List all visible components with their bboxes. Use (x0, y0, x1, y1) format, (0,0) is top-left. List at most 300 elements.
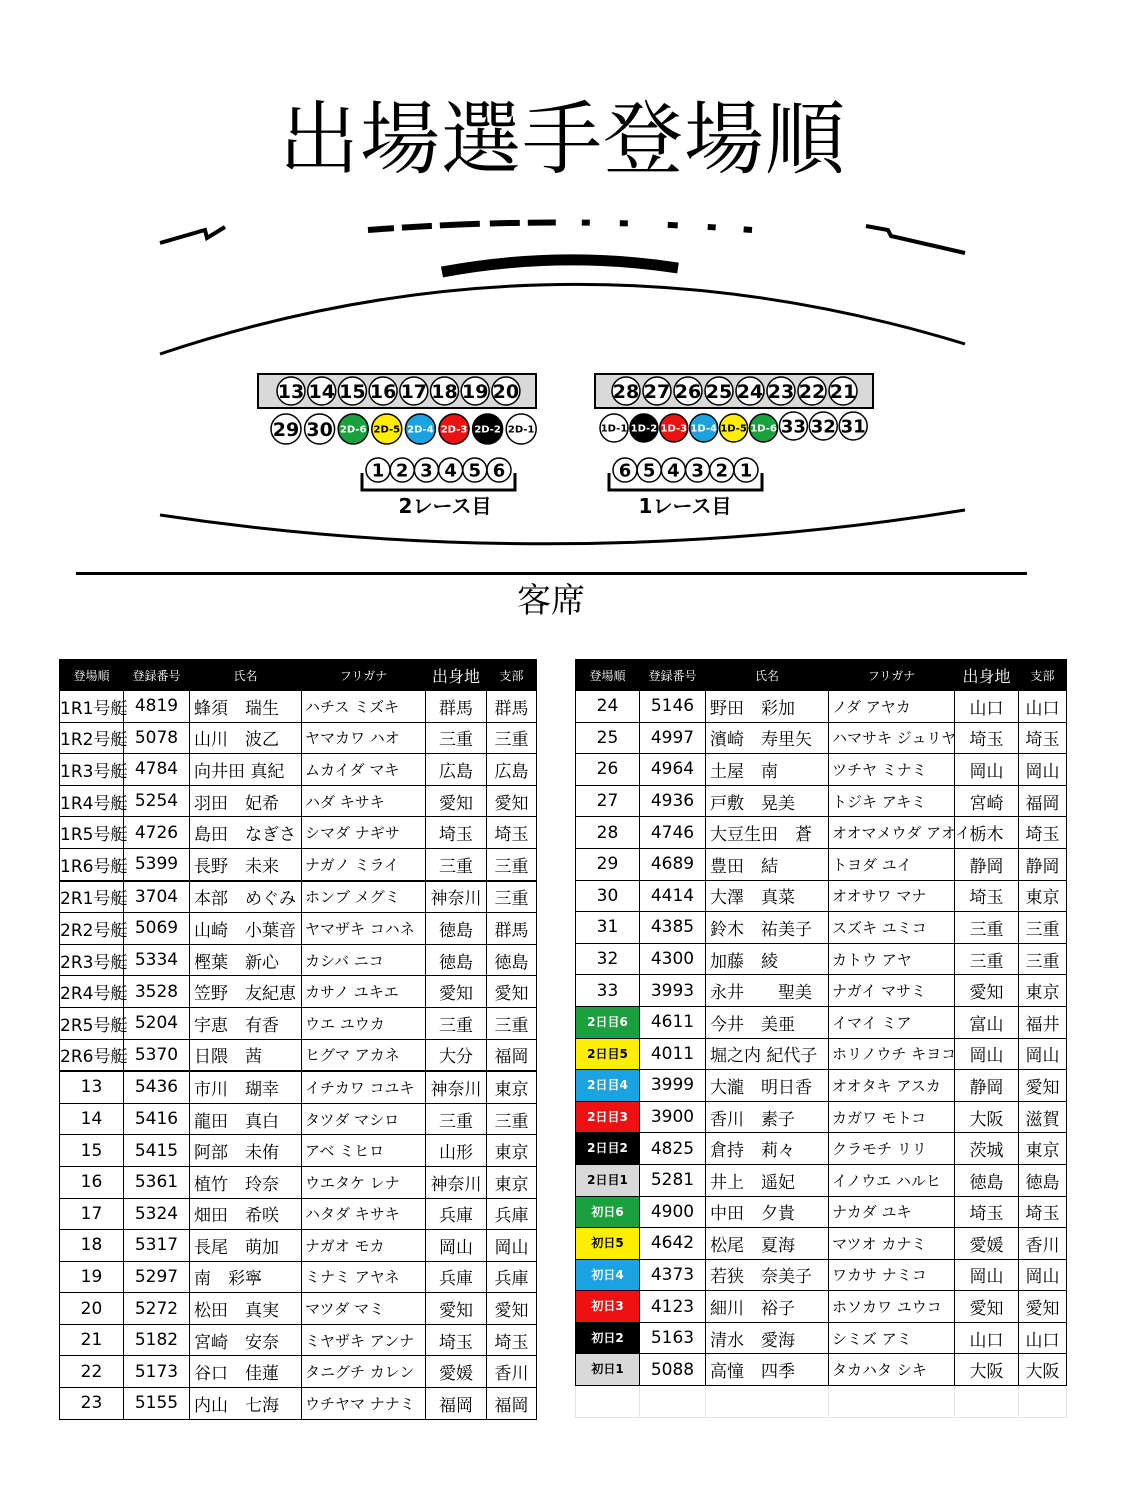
reg-no-cell: 5146 (640, 691, 706, 723)
kana-cell: オオマメウダ アオイ (829, 817, 955, 849)
reg-no-cell: 5324 (124, 1198, 190, 1230)
reg-no-cell: 3704 (124, 881, 190, 913)
pier-boat-22 (798, 377, 826, 405)
stage-edge-right (866, 226, 965, 253)
pref-cell: 埼玉 (955, 722, 1019, 754)
name-cell: 宇恵 有香 (190, 1007, 302, 1039)
boat-33-label: 33 (780, 416, 806, 438)
branch-cell: 岡山 (1019, 754, 1067, 786)
boat-1D-4-label: 1D-4 (690, 423, 717, 435)
reg-no-cell: 5361 (124, 1166, 190, 1198)
pier-boat-26 (674, 377, 702, 405)
order-cell: 13 (60, 1071, 124, 1103)
name-cell: 鈴木 祐美子 (706, 912, 829, 944)
race2-boat-4 (439, 458, 463, 482)
header-order: 登場順 (60, 660, 124, 691)
day-badge: 初日3 (576, 1291, 639, 1322)
pref-cell: 岡山 (955, 754, 1019, 786)
boat-2D-6 (338, 414, 368, 444)
name-cell: 松田 真実 (190, 1293, 302, 1325)
pref-cell: 三重 (955, 943, 1019, 975)
roster-table-right (575, 659, 1067, 1418)
kana-cell: ウチヤマ ナナミ (302, 1388, 426, 1420)
reg-no-cell: 5317 (124, 1230, 190, 1262)
table-row (576, 1386, 1067, 1418)
pref-cell: 三重 (426, 848, 487, 880)
name-cell: 中田 夕貴 (706, 1196, 829, 1228)
pref-cell: 徳島 (955, 1164, 1019, 1196)
pref-cell: 富山 (955, 1006, 1019, 1038)
pref-cell: 埼玉 (955, 880, 1019, 912)
branch-cell: 福岡 (487, 1388, 537, 1420)
reg-no-cell: 5370 (124, 1039, 190, 1071)
reg-no-cell: 3900 (640, 1101, 706, 1133)
name-cell: 阿部 未侑 (190, 1135, 302, 1167)
branch-cell: 三重 (487, 722, 537, 754)
name-cell: 大瀧 明日香 (706, 1070, 829, 1102)
kana-cell: オオサワ マナ (829, 880, 955, 912)
order-cell (576, 1291, 640, 1323)
name-cell: 羽田 妃希 (190, 785, 302, 817)
branch-cell: 埼玉 (1019, 1196, 1067, 1228)
order-cell: 24 (576, 691, 640, 723)
kana-cell: クラモチ リリ (829, 1133, 955, 1165)
table-row (60, 1356, 537, 1388)
pref-cell: 山口 (955, 1322, 1019, 1354)
name-cell: 山川 波乙 (190, 722, 302, 754)
boat-2D-2 (473, 414, 503, 444)
name-cell: 戸敷 晃美 (706, 785, 829, 817)
kana-cell: マツオ カナミ (829, 1228, 955, 1260)
table-row (60, 1039, 537, 1071)
name-cell: 清水 愛海 (706, 1322, 829, 1354)
table-row (60, 754, 537, 786)
name-cell: 細川 裕子 (706, 1291, 829, 1323)
reg-no-cell: 5436 (124, 1071, 190, 1103)
kana-cell: カシバ ニコ (302, 944, 426, 976)
branch-cell: 徳島 (487, 944, 537, 976)
branch-cell: 東京 (1019, 880, 1067, 912)
order-cell: 2R5号艇 (60, 1007, 124, 1039)
stage-arc (160, 284, 965, 354)
pier-boat-24-label: 24 (736, 380, 764, 403)
kana-cell: シミズ アミ (829, 1322, 955, 1354)
table-row (60, 722, 537, 754)
seat-label: 客席 (517, 581, 585, 621)
table-row (576, 880, 1067, 912)
pier-boat-19-label: 19 (461, 380, 489, 403)
day-badge: 2日目2 (576, 1133, 639, 1164)
branch-cell: 埼玉 (1019, 817, 1067, 849)
pref-cell: 愛知 (426, 1293, 487, 1325)
order-cell (576, 1101, 640, 1133)
boat-31 (839, 412, 867, 440)
day-badge: 2日目6 (576, 1007, 639, 1038)
reg-no-cell: 3993 (640, 975, 706, 1007)
race2-boat-1 (366, 458, 390, 482)
header-branch: 支部 (1019, 660, 1067, 691)
reg-no-cell: 5173 (124, 1356, 190, 1388)
branch-cell: 滋賀 (1019, 1101, 1067, 1133)
reg-no-cell: 5182 (124, 1324, 190, 1356)
reg-no-cell: 4726 (124, 817, 190, 849)
pref-cell (955, 1386, 1019, 1418)
stage-edge-left (160, 227, 225, 243)
boat-2D-3 (439, 414, 469, 444)
branch-cell: 徳島 (1019, 1164, 1067, 1196)
boat-2D-1-label: 2D-1 (507, 424, 535, 436)
branch-cell: 香川 (487, 1356, 537, 1388)
table-row (60, 1135, 537, 1167)
kana-cell: ヒグマ アカネ (302, 1039, 426, 1071)
table-row (576, 1354, 1067, 1386)
race1-boat-3 (686, 458, 710, 482)
table-row (60, 817, 537, 849)
kana-cell: ムカイダ マキ (302, 754, 426, 786)
reg-no-cell: 4936 (640, 785, 706, 817)
stage-center-bar (442, 260, 678, 272)
table-row (60, 1324, 537, 1356)
order-cell: 33 (576, 975, 640, 1007)
order-cell: 18 (60, 1230, 124, 1262)
reg-no-cell: 4784 (124, 754, 190, 786)
reg-no-cell: 3999 (640, 1070, 706, 1102)
pref-cell: 徳島 (426, 944, 487, 976)
boat-1D-5-label: 1D-5 (720, 423, 747, 435)
header-pref: 出身地 (426, 660, 487, 691)
header-name: 氏名 (190, 660, 302, 691)
pref-cell: 静岡 (955, 848, 1019, 880)
name-cell: 倉持 莉々 (706, 1133, 829, 1165)
race1-boats (613, 458, 758, 482)
pier-boat-28 (612, 377, 640, 405)
race1-boat-6-label: 6 (618, 460, 632, 482)
day-badge: 2日目3 (576, 1102, 639, 1133)
race1-boat-1-label: 1 (739, 460, 753, 482)
order-cell: 16 (60, 1166, 124, 1198)
table-row (60, 1198, 537, 1230)
table-row (576, 1038, 1067, 1070)
pref-cell: 愛知 (426, 785, 487, 817)
table-row (576, 722, 1067, 754)
name-cell: 笠野 友紀恵 (190, 976, 302, 1008)
boat-1D-6-label: 1D-6 (750, 423, 777, 435)
order-cell: 1R2号艇 (60, 722, 124, 754)
race2-boat-2 (390, 458, 414, 482)
name-cell: 島田 なぎさ (190, 817, 302, 849)
name-cell: 豊田 結 (706, 848, 829, 880)
pier-boat-25 (705, 377, 733, 405)
reg-no-cell: 4385 (640, 912, 706, 944)
race2-boat-2-label: 2 (395, 460, 409, 482)
kana-cell: ツチヤ ミナミ (829, 754, 955, 786)
branch-cell: 東京 (487, 1071, 537, 1103)
name-cell: 龍田 真白 (190, 1103, 302, 1135)
order-cell: 2R6号艇 (60, 1039, 124, 1071)
race1-boat-6 (613, 458, 637, 482)
order-cell (576, 1070, 640, 1102)
branch-cell: 群馬 (487, 913, 537, 945)
reg-no-cell: 5088 (640, 1354, 706, 1386)
pier-boat-13-label: 13 (277, 380, 305, 403)
order-cell: 2R2号艇 (60, 913, 124, 945)
pier-boat-16-label: 16 (369, 380, 397, 403)
pier-boat-17 (400, 377, 428, 405)
pier-boat-25-label: 25 (705, 380, 733, 403)
table-row (576, 1291, 1067, 1323)
kana-cell: ウエ ユウカ (302, 1007, 426, 1039)
kana-cell: トヨダ ユイ (829, 848, 955, 880)
name-cell: 永井 聖美 (706, 975, 829, 1007)
pier-boat-17-label: 17 (400, 380, 428, 403)
order-cell (576, 1386, 640, 1418)
stage-top-dashes (368, 223, 752, 231)
day-badge: 2日目1 (576, 1165, 639, 1196)
branch-cell: 岡山 (487, 1230, 537, 1262)
kana-cell: タツダ マシロ (302, 1103, 426, 1135)
table-row (576, 1164, 1067, 1196)
race1-label: 1レース目 (638, 494, 732, 518)
pref-cell: 宮崎 (955, 785, 1019, 817)
table-row (576, 817, 1067, 849)
name-cell: 土屋 南 (706, 754, 829, 786)
header-branch: 支部 (487, 660, 537, 691)
branch-cell: 三重 (1019, 943, 1067, 975)
table-row (60, 1103, 537, 1135)
header-kana: フリガナ (302, 660, 426, 691)
pier-boat-24 (736, 377, 764, 405)
order-cell: 30 (576, 880, 640, 912)
branch-cell: 東京 (487, 1135, 537, 1167)
reg-no-cell: 4997 (640, 722, 706, 754)
day-badge: 2日目4 (576, 1070, 639, 1101)
branch-cell: 福井 (1019, 1006, 1067, 1038)
order-cell: 31 (576, 912, 640, 944)
pref-cell: 埼玉 (426, 1324, 487, 1356)
table-row (576, 754, 1067, 786)
pref-cell: 兵庫 (426, 1198, 487, 1230)
branch-cell: 東京 (1019, 975, 1067, 1007)
boat-33 (779, 412, 807, 440)
order-cell: 29 (576, 848, 640, 880)
order-cell: 25 (576, 722, 640, 754)
kana-cell: ナガノ ミライ (302, 848, 426, 880)
branch-cell: 岡山 (1019, 1259, 1067, 1291)
kana-cell: ヤマザキ コハネ (302, 913, 426, 945)
boat-32-label: 32 (810, 416, 836, 438)
table-row (60, 1388, 537, 1420)
reg-no-cell: 4373 (640, 1259, 706, 1291)
header-reg-no: 登録番号 (640, 660, 706, 691)
order-cell: 26 (576, 754, 640, 786)
reg-no-cell: 5416 (124, 1103, 190, 1135)
page-title: 出場選手登場順 (279, 93, 846, 186)
pier-boat-23 (767, 377, 795, 405)
day-badge: 初日4 (576, 1260, 639, 1291)
table-row (576, 691, 1067, 723)
table-header-row (60, 660, 537, 691)
boat-1D-2 (630, 414, 658, 442)
order-cell: 32 (576, 943, 640, 975)
boat-29-label: 29 (272, 418, 300, 441)
pref-cell: 埼玉 (426, 817, 487, 849)
branch-cell: 三重 (487, 848, 537, 880)
pref-cell: 山口 (955, 691, 1019, 723)
name-cell: 長野 未来 (190, 848, 302, 880)
branch-cell: 静岡 (1019, 848, 1067, 880)
order-cell: 1R5号艇 (60, 817, 124, 849)
pref-cell: 愛知 (955, 975, 1019, 1007)
branch-cell: 岡山 (1019, 1038, 1067, 1070)
table-row (576, 1101, 1067, 1133)
table-row (576, 1228, 1067, 1260)
branch-cell: 三重 (487, 1007, 537, 1039)
pier-boat-20-label: 20 (492, 380, 520, 403)
reg-no-cell: 4825 (640, 1133, 706, 1165)
branch-cell: 山口 (1019, 1322, 1067, 1354)
pref-cell: 広島 (426, 754, 487, 786)
kana-cell: イチカワ コユキ (302, 1071, 426, 1103)
race1-boat-3-label: 3 (691, 460, 704, 482)
order-cell: 20 (60, 1293, 124, 1325)
boat-32 (809, 412, 837, 440)
name-cell: 山崎 小葉音 (190, 913, 302, 945)
pref-cell: 三重 (955, 912, 1019, 944)
name-cell: 香川 素子 (706, 1101, 829, 1133)
race2-boat-5-label: 5 (468, 460, 482, 482)
header-order: 登場順 (576, 660, 640, 691)
day-badge: 2日目5 (576, 1039, 639, 1070)
boat-1D-1-label: 1D-1 (600, 423, 628, 435)
table-row (576, 1196, 1067, 1228)
kana-cell: ホンブ メグミ (302, 881, 426, 913)
race2-boat-3 (414, 458, 438, 482)
kana-cell: タカハタ シキ (829, 1354, 955, 1386)
reg-no-cell: 4642 (640, 1228, 706, 1260)
name-cell: 井上 遥妃 (706, 1164, 829, 1196)
kana-cell: ワカサ ナミコ (829, 1259, 955, 1291)
order-cell (576, 1228, 640, 1260)
order-cell: 1R1号艇 (60, 691, 124, 723)
order-cell: 14 (60, 1103, 124, 1135)
name-cell: 樫葉 新心 (190, 944, 302, 976)
race1-boat-5 (637, 458, 661, 482)
order-cell: 28 (576, 817, 640, 849)
race2-boat-4-label: 4 (444, 460, 457, 482)
boat-1D-5 (720, 414, 748, 442)
kana-cell: カサノ ユキエ (302, 976, 426, 1008)
table-row (60, 691, 537, 723)
day-badge: 初日2 (576, 1323, 639, 1354)
order-cell: 21 (60, 1324, 124, 1356)
pier-boat-22-label: 22 (798, 380, 826, 403)
pref-cell: 大阪 (955, 1354, 1019, 1386)
race1-boat-4 (661, 458, 685, 482)
table-row (60, 1166, 537, 1198)
pier-boat-21-label: 21 (829, 380, 857, 403)
day-badge: 初日5 (576, 1228, 639, 1259)
reg-no-cell (640, 1386, 706, 1418)
branch-cell: 三重 (1019, 912, 1067, 944)
race2-boat-5 (463, 458, 487, 482)
pref-cell: 三重 (426, 722, 487, 754)
divider-line (76, 572, 1027, 575)
pref-cell: 岡山 (955, 1259, 1019, 1291)
front-arc (160, 510, 965, 544)
pref-cell: 三重 (426, 1007, 487, 1039)
reg-no-cell: 4300 (640, 943, 706, 975)
table-row (60, 881, 537, 913)
pref-cell: 神奈川 (426, 881, 487, 913)
reg-no-cell: 5163 (640, 1322, 706, 1354)
table-row (60, 1007, 537, 1039)
kana-cell: ホリノウチ キヨコ (829, 1038, 955, 1070)
order-cell (576, 1259, 640, 1291)
table-header-row (576, 660, 1067, 691)
left-row2-circles (271, 414, 536, 444)
name-cell (706, 1386, 829, 1418)
reg-no-cell: 4819 (124, 691, 190, 723)
kana-cell: オオタキ アスカ (829, 1070, 955, 1102)
branch-cell: 愛知 (1019, 1291, 1067, 1323)
name-cell: 内山 七海 (190, 1388, 302, 1420)
reg-no-cell: 4900 (640, 1196, 706, 1228)
reg-no-cell: 5069 (124, 913, 190, 945)
branch-cell: 兵庫 (487, 1198, 537, 1230)
table-row (60, 1293, 537, 1325)
name-cell: 堀之内 紀代子 (706, 1038, 829, 1070)
kana-cell: ヤマカワ ハオ (302, 722, 426, 754)
kana-cell: スズキ ユミコ (829, 912, 955, 944)
race2-label: 2レース目 (398, 494, 492, 518)
boat-2D-5-label: 2D-5 (373, 424, 401, 436)
pref-cell: 愛媛 (955, 1228, 1019, 1260)
header-pref: 出身地 (955, 660, 1019, 691)
pref-cell: 愛知 (955, 1291, 1019, 1323)
kana-cell: イマイ ミア (829, 1006, 955, 1038)
table-row (60, 1230, 537, 1262)
order-cell: 2R1号艇 (60, 881, 124, 913)
pier-boat-15 (338, 377, 366, 405)
pier-boat-14 (308, 377, 336, 405)
name-cell: 濱崎 寿里矢 (706, 722, 829, 754)
pier-boat-26-label: 26 (674, 380, 702, 403)
branch-cell: 広島 (487, 754, 537, 786)
reg-no-cell: 4611 (640, 1006, 706, 1038)
kana-cell: ノダ アヤカ (829, 691, 955, 723)
reg-no-cell: 4689 (640, 848, 706, 880)
kana-cell: カガワ モトコ (829, 1101, 955, 1133)
branch-cell: 兵庫 (487, 1261, 537, 1293)
pref-cell: 兵庫 (426, 1261, 487, 1293)
branch-cell: 福岡 (487, 1039, 537, 1071)
pier-boat-23-label: 23 (767, 380, 795, 403)
name-cell: 松尾 夏海 (706, 1228, 829, 1260)
branch-cell (1019, 1386, 1067, 1418)
kana-cell: ウエタケ レナ (302, 1166, 426, 1198)
name-cell: 大豆生田 蒼 (706, 817, 829, 849)
name-cell: 植竹 玲奈 (190, 1166, 302, 1198)
name-cell: 市川 瑚幸 (190, 1071, 302, 1103)
race1-boat-2-label: 2 (715, 460, 729, 482)
kana-cell: ハタダ キサキ (302, 1198, 426, 1230)
pref-cell: 福岡 (426, 1388, 487, 1420)
kana-cell (829, 1386, 955, 1418)
reg-no-cell: 5415 (124, 1135, 190, 1167)
pier-boat-28-label: 28 (612, 380, 640, 403)
roster-table-left (59, 659, 537, 1420)
boat-1D-4 (690, 414, 718, 442)
